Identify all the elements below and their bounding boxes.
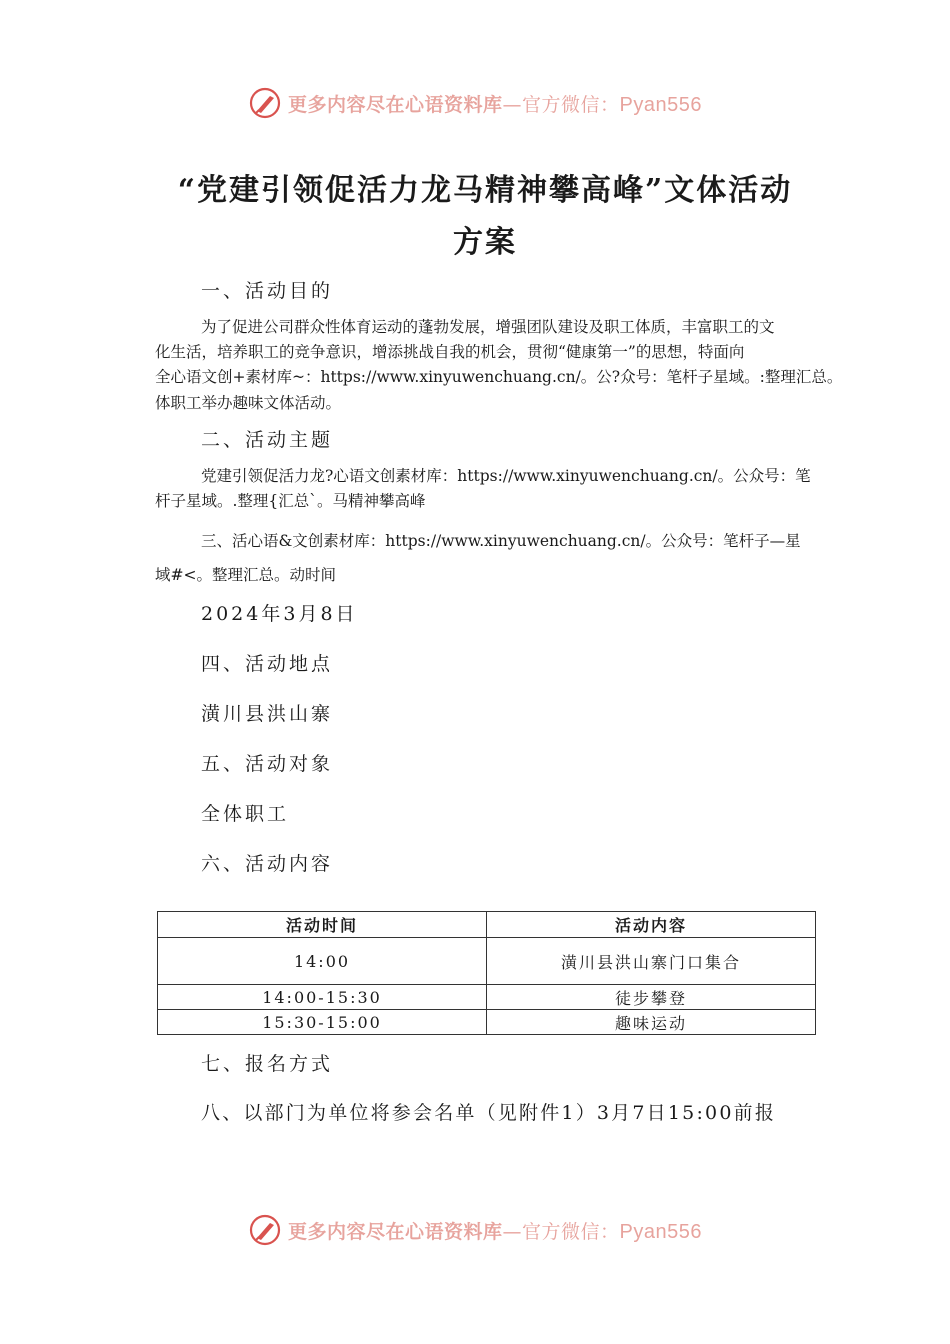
section7-heading: 七、报名方式	[201, 1053, 334, 1075]
table-cell-time: 15:30-15:00	[158, 1010, 487, 1035]
event-date: 2024年3月8日	[201, 603, 358, 625]
table-header-time: 活动时间	[158, 912, 487, 938]
watermark-dash: —	[502, 93, 523, 116]
section1-line4: 体职工举办趣味文体活动。	[155, 394, 342, 412]
table-row	[158, 938, 816, 985]
header-watermark	[0, 83, 950, 123]
section1-line1: 为了促进公司群众性体育运动的蓬勃发展，增强团队建设及职工体质，丰富职工的文	[201, 318, 775, 336]
section1-heading: 一、活动目的	[201, 280, 334, 302]
section2-heading: 二、活动主题	[201, 429, 334, 451]
watermark-text	[288, 90, 702, 117]
section8-line: 八、以部门为单位将参会名单（见附件1）3月7日15:00前报	[201, 1102, 777, 1124]
watermark-id: Pyan556	[619, 1220, 702, 1243]
quill-logo-icon	[248, 1213, 282, 1247]
table-cell-content: 徒步攀登	[487, 985, 816, 1010]
section5-heading: 五、活动对象	[201, 753, 334, 775]
watermark-wechat: 官方微信：	[522, 93, 620, 116]
event-audience: 全体职工	[201, 803, 290, 825]
section1-line2: 化生活，培养职工的竞争意识，增添挑战自我的机会，贯彻“健康第一”的思想，特面向	[155, 343, 745, 361]
section2-line1: 党建引领促活力龙?心语文创素材库：https://www.xinyuwenchuang.cn/。公众号：笔	[201, 467, 811, 485]
section3-line1: 三、活心语&文创素材库：https://www.xinyuwenchuang.cn/。公众号：笔杆子—星	[201, 532, 801, 550]
section2-line2: 杆子星域。.整理{汇总`。马精神攀高峰	[155, 492, 426, 510]
watermark-main: 更多内容尽在心语资料库	[288, 1220, 503, 1243]
watermark-dash: —	[502, 1220, 523, 1243]
watermark-wechat: 官方微信：	[522, 1220, 620, 1243]
table-cell-time: 14:00-15:30	[158, 985, 487, 1010]
section1-line3: 全心语文创+素材库~：https://www.xinyuwenchuang.cn/。公?众号：笔杆子星域。:整理汇总。	[155, 368, 843, 386]
watermark-id: Pyan556	[619, 93, 702, 116]
table-cell-content: 趣味运动	[487, 1010, 816, 1035]
table-header-content: 活动内容	[487, 912, 816, 938]
document-title-line2: 方案	[453, 225, 517, 260]
document-title-line1: “党建引领促活力龙马精神攀高峰”文体活动	[177, 173, 793, 208]
quill-logo-icon	[248, 86, 282, 120]
section4-heading: 四、活动地点	[201, 653, 334, 675]
schedule-table	[157, 911, 816, 1035]
event-location: 潢川县洪山寨	[201, 703, 334, 725]
section6-heading: 六、活动内容	[201, 853, 334, 875]
table-row	[158, 985, 816, 1010]
section3-line2: 域#<。整理汇总。动时间	[155, 566, 336, 584]
watermark-text	[288, 1217, 702, 1244]
footer-watermark	[0, 1210, 950, 1250]
table-cell-content: 潢川县洪山寨门口集合	[487, 938, 816, 985]
table-cell-time: 14:00	[158, 938, 487, 985]
watermark-main: 更多内容尽在心语资料库	[288, 93, 503, 116]
table-header-row	[158, 912, 816, 938]
table-row	[158, 1010, 816, 1035]
